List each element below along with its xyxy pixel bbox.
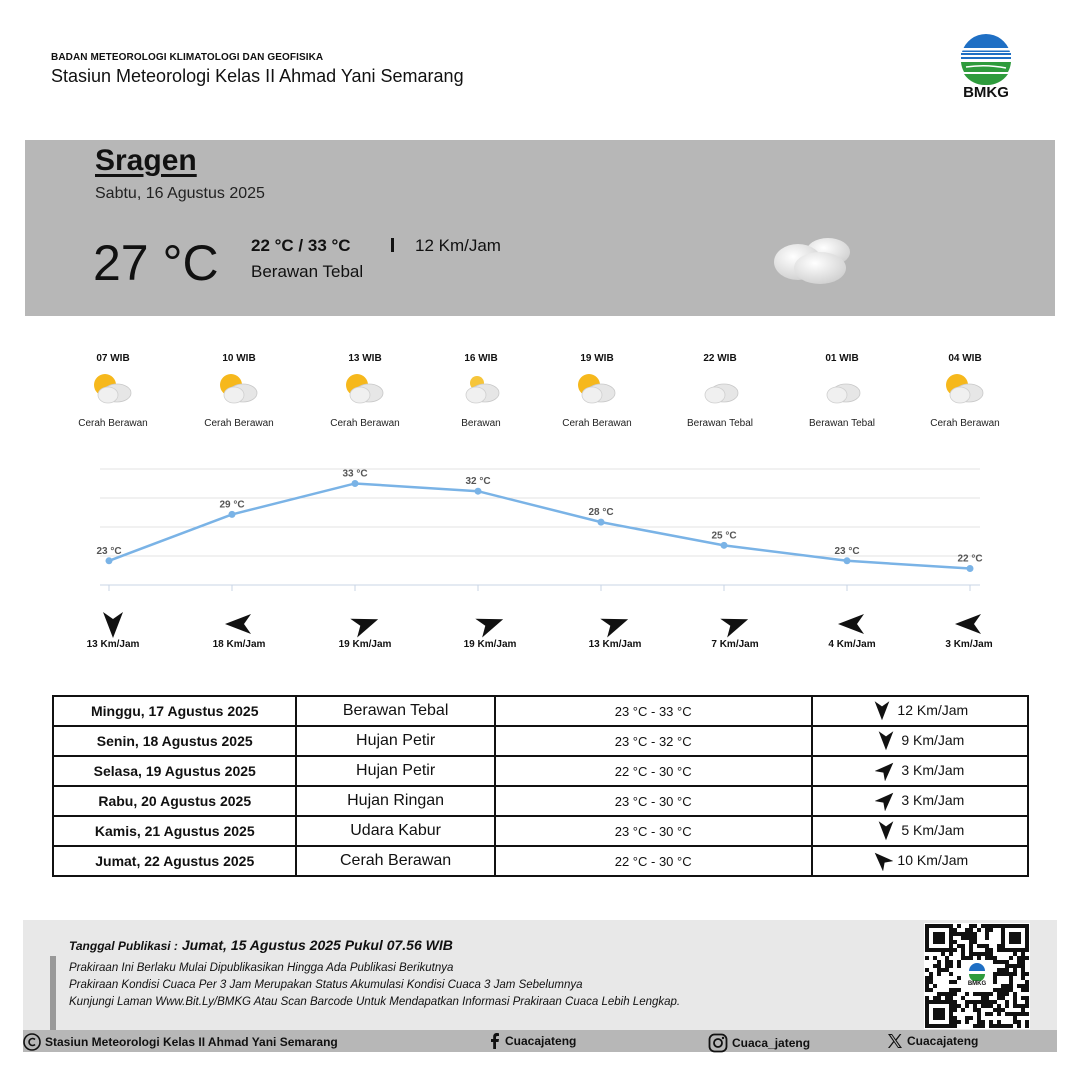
- cloud-icon: [772, 368, 912, 412]
- divider: [391, 238, 394, 252]
- forecast-day: Selasa, 19 Agustus 2025: [53, 756, 296, 786]
- data-point: [721, 542, 728, 549]
- hour-time: 16 WIB: [464, 353, 498, 364]
- hour-condition: Cerah Berawan: [330, 418, 400, 429]
- wind-speed: 13 Km/Jam: [86, 639, 140, 650]
- note-validity: Prakiraan Ini Berlaku Mulai Dipublikasikan Hingga Ada Publikasi Berikutnya: [69, 962, 454, 974]
- hourly-column: [43, 353, 183, 429]
- facebook-link[interactable]: [489, 1033, 576, 1049]
- forecast-wind: [812, 816, 1028, 846]
- hourly-column: [895, 353, 1035, 429]
- data-label: 28 °C: [588, 507, 614, 519]
- publication-value: Jumat, 15 Agustus 2025 Pukul 07.56 WIB: [181, 937, 453, 953]
- hour-time: 10 WIB: [222, 353, 256, 364]
- partly-cloudy-icon: [527, 368, 667, 412]
- wind-arrow-icon: [871, 849, 893, 871]
- data-point: [229, 511, 236, 518]
- copyright-icon: [23, 1033, 41, 1051]
- forecast-day: Jumat, 22 Agustus 2025: [53, 846, 296, 876]
- wind-speed: 9 Km/Jam: [901, 731, 965, 748]
- partly-cloudy-icon: [895, 368, 1035, 412]
- hour-condition: Cerah Berawan: [78, 418, 148, 429]
- forecast-condition: Berawan Tebal: [296, 696, 494, 726]
- facebook-handle: Cuacajateng: [505, 1034, 577, 1048]
- publication-date: [69, 937, 453, 953]
- hourly-column: [169, 353, 309, 429]
- wind-speed: 4 Km/Jam: [828, 639, 876, 650]
- hour-time: 07 WIB: [96, 353, 130, 364]
- hour-condition: Berawan Tebal: [687, 418, 753, 429]
- logo-text: BMKG: [963, 84, 1009, 101]
- wind-speed: 12 Km/Jam: [897, 701, 969, 718]
- hour-time: 13 WIB: [348, 353, 382, 364]
- data-label: 22 °C: [957, 553, 983, 565]
- wind-arrow-icon: [871, 699, 893, 721]
- cloud-icon: [770, 232, 860, 293]
- forecast-wind: [812, 786, 1028, 816]
- forecast-temp-range: 23 °C - 33 °C: [495, 696, 812, 726]
- table-row: [53, 726, 1028, 756]
- daily-forecast-table: [52, 695, 1029, 877]
- forecast-wind: [812, 756, 1028, 786]
- wind-speed: 7 Km/Jam: [711, 639, 759, 650]
- hour-condition: Berawan: [461, 418, 501, 429]
- wind-speed: 19 Km/Jam: [463, 639, 517, 650]
- copyright-item: [23, 1033, 338, 1051]
- forecast-wind: [812, 726, 1028, 756]
- current-date: Sabtu, 16 Agustus 2025: [95, 185, 265, 202]
- hour-time: 04 WIB: [948, 353, 982, 364]
- temperature-range: 22 °C / 33 °C: [251, 236, 351, 255]
- hour-condition: Cerah Berawan: [930, 418, 1000, 429]
- forecast-condition: Hujan Ringan: [296, 786, 494, 816]
- wind-speed: 18 Km/Jam: [212, 639, 266, 650]
- accent-bar: [50, 956, 56, 1030]
- x-handle: Cuacajateng: [907, 1034, 979, 1048]
- hour-condition: Berawan Tebal: [809, 418, 875, 429]
- temperature-chart: [0, 460, 1080, 600]
- x-icon: [887, 1033, 903, 1049]
- table-row: [53, 846, 1028, 876]
- current-condition: Berawan Tebal: [251, 262, 364, 281]
- data-point: [475, 488, 482, 495]
- hour-time: 19 WIB: [580, 353, 614, 364]
- table-row: [53, 786, 1028, 816]
- station-name: Stasiun Meteorologi Kelas II Ahmad Yani Semarang: [51, 66, 464, 86]
- current-temperature: 27 °C: [93, 235, 219, 291]
- wind-arrow-icon: [875, 729, 897, 751]
- x-link[interactable]: [887, 1033, 978, 1049]
- note-website: Kunjungi Laman Www.Bit.Ly/BMKG Atau Scan Barcode Untuk Mendapatkan Informasi Prakiraan Cuaca Lebih Lengkap.: [69, 996, 681, 1008]
- wind-arrow-icon: [875, 759, 897, 781]
- hour-condition: Cerah Berawan: [562, 418, 632, 429]
- current-weather-panel: [25, 140, 1055, 316]
- forecast-day: Senin, 18 Agustus 2025: [53, 726, 296, 756]
- forecast-condition: Hujan Petir: [296, 756, 494, 786]
- instagram-handle: Cuaca_jateng: [732, 1036, 811, 1050]
- facebook-icon: [489, 1033, 501, 1049]
- wind-speed: 3 Km/Jam: [901, 761, 965, 778]
- qr-code[interactable]: [924, 923, 1030, 1029]
- hour-condition: Cerah Berawan: [204, 418, 274, 429]
- data-point: [106, 557, 113, 564]
- data-label: 23 °C: [834, 545, 860, 557]
- forecast-condition: Cerah Berawan: [296, 846, 494, 876]
- table-row: [53, 816, 1028, 846]
- wind-arrow-icon: [875, 819, 897, 841]
- forecast-temp-range: 23 °C - 30 °C: [495, 786, 812, 816]
- forecast-temp-range: 23 °C - 32 °C: [495, 726, 812, 756]
- data-label: 23 °C: [96, 545, 122, 557]
- wind-speed: 5 Km/Jam: [901, 821, 965, 838]
- agency-name: BADAN METEOROLOGI KLIMATOLOGI DAN GEOFISIKA: [51, 52, 324, 63]
- instagram-icon: [708, 1033, 728, 1053]
- table-row: [53, 696, 1028, 726]
- forecast-temp-range: 22 °C - 30 °C: [495, 756, 812, 786]
- data-point: [844, 557, 851, 564]
- hour-time: 01 WIB: [825, 353, 859, 364]
- note-accumulation: Prakiraan Kondisi Cuaca Per 3 Jam Merupakan Status Akumulasi Kondisi Cuaca 3 Jam Sebelumnya: [69, 979, 583, 991]
- hourly-column: [650, 353, 790, 429]
- forecast-condition: Hujan Petir: [296, 726, 494, 756]
- partly-cloudy-icon: [169, 368, 309, 412]
- partly-cloudy-icon: [43, 368, 183, 412]
- forecast-temp-range: 23 °C - 30 °C: [495, 816, 812, 846]
- hour-time: 22 WIB: [703, 353, 737, 364]
- forecast-wind: [812, 696, 1028, 726]
- forecast-condition: Udara Kabur: [296, 816, 494, 846]
- forecast-wind: [812, 846, 1028, 876]
- hourly-column: [772, 353, 912, 429]
- city-name[interactable]: Sragen: [95, 144, 197, 177]
- data-label: 33 °C: [342, 468, 368, 480]
- hourly-column: [527, 353, 667, 429]
- instagram-link[interactable]: [708, 1033, 810, 1053]
- footer-panel: [23, 920, 1057, 1030]
- data-point: [967, 565, 974, 572]
- wind-speed: 19 Km/Jam: [338, 639, 392, 650]
- forecast-day: Kamis, 21 Agustus 2025: [53, 816, 296, 846]
- table-row: [53, 756, 1028, 786]
- cloud-icon: [650, 368, 790, 412]
- bmkg-logo: [956, 34, 1016, 104]
- publication-label: Tanggal Publikasi :: [69, 939, 178, 953]
- copyright-text: Stasiun Meteorologi Kelas II Ahmad Yani Semarang: [45, 1035, 338, 1049]
- wind-speed: 3 Km/Jam: [945, 639, 993, 650]
- wind-arrow-icon: [875, 789, 897, 811]
- data-point: [598, 519, 605, 526]
- forecast-day: Rabu, 20 Agustus 2025: [53, 786, 296, 816]
- wind-speed: 13 Km/Jam: [588, 639, 642, 650]
- social-bar: [23, 1030, 1057, 1052]
- data-label: 32 °C: [465, 476, 491, 488]
- forecast-day: Minggu, 17 Agustus 2025: [53, 696, 296, 726]
- forecast-temp-range: 22 °C - 30 °C: [495, 846, 812, 876]
- data-point: [352, 480, 359, 487]
- current-wind: 12 Km/Jam: [415, 236, 501, 255]
- wind-speed: 3 Km/Jam: [901, 791, 965, 808]
- qr-logo-text: BMKG: [964, 981, 990, 987]
- wind-speed: 10 Km/Jam: [897, 851, 969, 868]
- data-label: 29 °C: [219, 499, 245, 511]
- data-label: 25 °C: [711, 530, 737, 542]
